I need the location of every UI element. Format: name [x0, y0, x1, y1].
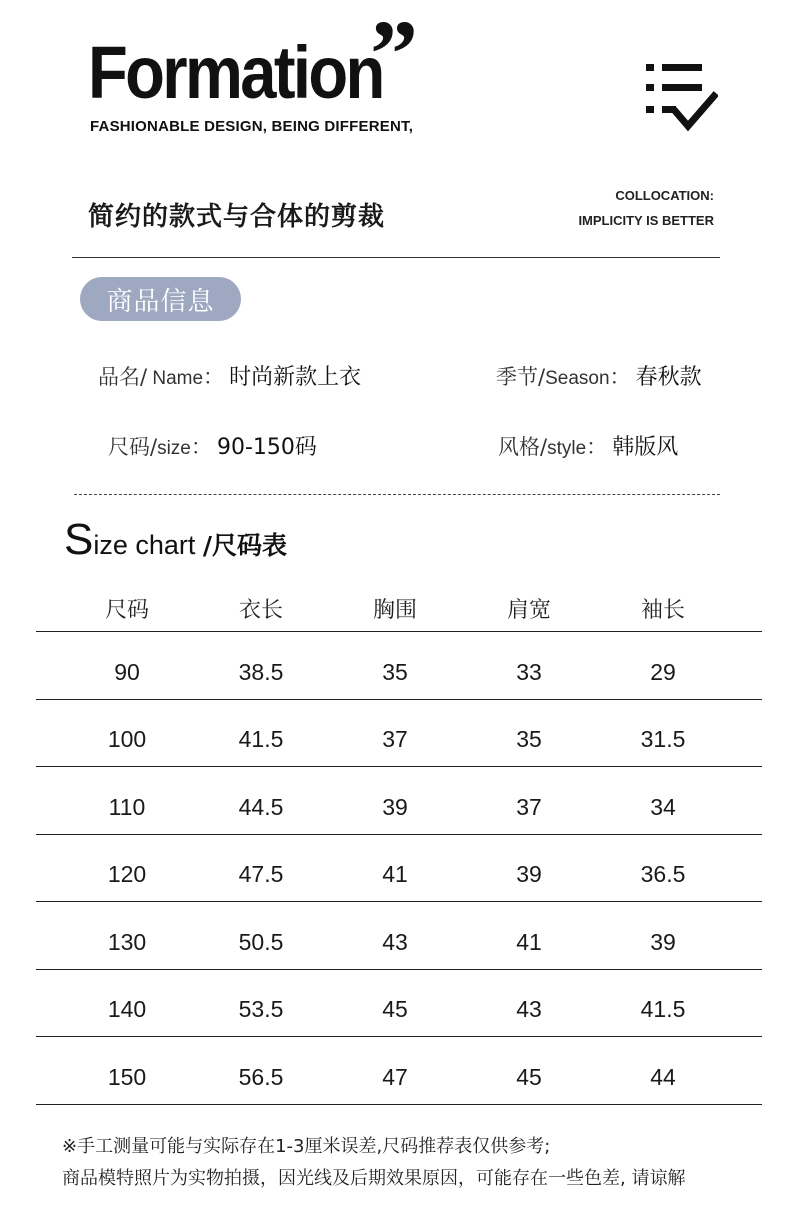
table-cell: 43	[516, 996, 542, 1023]
info-size-value: 90-150码	[216, 435, 317, 460]
table-cell: 38.5	[238, 658, 284, 685]
table-cell: 37	[516, 793, 542, 820]
table-cell: 41	[382, 861, 408, 888]
brand-slogan: FASHIONABLE DESIGN, BEING DIFFERENT,	[90, 118, 414, 135]
table-cell: 140	[107, 996, 147, 1023]
collocation-tagline: IMPLICITY IS BETTER	[578, 213, 714, 228]
table-cell: 110	[108, 793, 146, 820]
table-row	[36, 902, 762, 970]
table-cell: 120	[107, 861, 147, 888]
table-cell: 90	[114, 658, 140, 685]
table-cell: 35	[516, 726, 542, 753]
list-check-icon	[642, 60, 718, 134]
headline: 简约的款式与合体的剪裁	[88, 202, 386, 232]
dashed-divider	[74, 494, 720, 495]
header-cell: 胸围	[372, 597, 417, 623]
info-season-value: 春秋款	[635, 365, 702, 390]
info-season	[496, 360, 702, 391]
table-cell: 47.5	[238, 861, 284, 888]
header-cell: 肩宽	[506, 597, 551, 623]
table-cell: 31.5	[640, 726, 686, 753]
brand-quote-mark: ”	[370, 0, 418, 107]
info-size	[108, 430, 317, 461]
table-cell: 47	[382, 1063, 408, 1090]
size-chart-table	[36, 585, 762, 1105]
table-row	[36, 1037, 762, 1105]
info-style-label: 风格/style：	[498, 435, 608, 459]
table-header-row	[36, 585, 762, 632]
table-cell: 29	[650, 658, 676, 685]
measurement-note: ※手工测量可能与实际存在1-3厘米误差,尺码推荐表仅供参考;	[62, 1136, 551, 1157]
table-cell: 41.5	[238, 726, 284, 753]
header-cell: 袖长	[640, 597, 685, 623]
info-name	[98, 360, 361, 391]
table-cell: 35	[382, 658, 408, 685]
table-cell: 39	[516, 861, 542, 888]
table-cell: 39	[382, 793, 408, 820]
table-cell: 41	[516, 928, 542, 955]
header-cell: 尺码	[104, 597, 149, 623]
divider	[72, 257, 720, 258]
table-row	[36, 970, 762, 1038]
info-name-label: 品名/ Name：	[98, 365, 225, 389]
table-cell: 36.5	[640, 861, 686, 888]
table-row	[36, 632, 762, 700]
table-cell: 45	[516, 1063, 542, 1090]
color-disclaimer-note: 商品模特照片为实物拍摄，因光线及后期效果原因，可能存在一些色差, 请谅解	[62, 1168, 686, 1189]
brand-logo-text: Formation	[88, 31, 383, 114]
table-cell: 100	[107, 726, 147, 753]
table-cell: 44	[650, 1063, 676, 1090]
table-cell: 44.5	[238, 793, 284, 820]
table-cell: 39	[650, 928, 676, 955]
table-cell: 33	[516, 658, 542, 685]
table-cell: 45	[382, 996, 408, 1023]
table-cell: 50.5	[238, 928, 284, 955]
table-cell: 150	[107, 1063, 147, 1090]
table-cell: 53.5	[238, 996, 284, 1023]
info-name-value: 时尚新款上衣	[229, 365, 362, 390]
table-row	[36, 835, 762, 903]
table-cell: 37	[382, 726, 408, 753]
size-chart-title: Size chart /尺码表	[64, 515, 288, 564]
collocation-label: COLLOCATION:	[615, 188, 714, 203]
header-cell: 衣长	[238, 597, 283, 623]
table-cell: 34	[650, 793, 676, 820]
table-cell: 43	[382, 928, 408, 955]
info-season-label: 季节/Season：	[496, 365, 631, 389]
section-label-product-info: 商品信息	[80, 277, 241, 321]
info-style	[498, 430, 678, 461]
info-size-label: 尺码/size：	[108, 435, 212, 459]
table-cell: 130	[107, 928, 147, 955]
table-row	[36, 700, 762, 768]
table-cell: 41.5	[640, 996, 686, 1023]
info-style-value: 韩版风	[612, 435, 679, 460]
table-cell: 56.5	[238, 1063, 284, 1090]
table-row	[36, 767, 762, 835]
